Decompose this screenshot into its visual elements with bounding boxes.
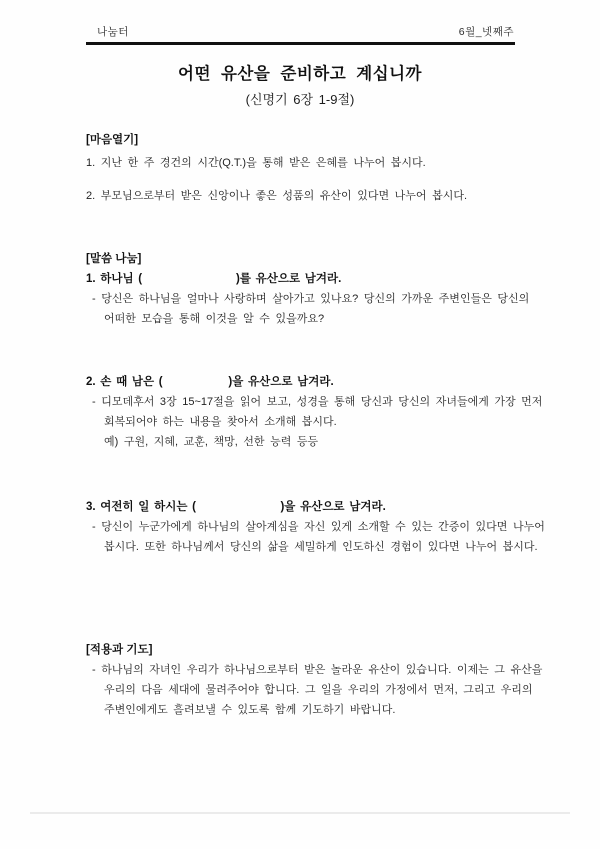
word-q2-line-1: - 디모데후서 3장 15~17절을 읽어 보고, 성경을 통해 당신과 당신의 자녀들에게 가장 먼저 bbox=[92, 396, 543, 408]
header-rule bbox=[86, 42, 515, 45]
page-subtitle: (신명기 6장 1-9절) bbox=[245, 92, 355, 107]
word-q1-line-1: - 당신은 하나님을 얼마나 사랑하며 살아가고 있나요? 당신의 가까운 주변인들은 당신의 bbox=[92, 293, 530, 305]
section-word-heading-block bbox=[86, 249, 546, 269]
word-q3-line-1: - 당신이 누군가에게 하나님의 살아계심을 자신 있게 소개할 수 있는 간증이 있다면 나누어 bbox=[92, 521, 545, 533]
word-q3-statement: 3. 여전히 일 하시는 ( )을 유산으로 남겨라. bbox=[86, 501, 386, 513]
word-question-2 bbox=[86, 372, 546, 452]
word-q1-line-2: 어떠한 모습을 통해 이것을 알 수 있을까요? bbox=[104, 313, 325, 325]
header-right-label: 6월_넷째주 bbox=[458, 26, 514, 38]
section-apply-heading: [적용과 기도] bbox=[86, 644, 153, 656]
section-word-heading: [말씀 나눔] bbox=[86, 253, 142, 265]
section-opening bbox=[86, 130, 546, 206]
word-q2-line-2: 회복되어야 하는 내용을 찾아서 소개해 봅시다. bbox=[104, 416, 337, 428]
word-q3-line-2: 봅시다. 또한 하나님께서 당신의 삶을 세밀하게 인도하신 경험이 있다면 나누어 봅시다. bbox=[104, 541, 538, 553]
page-title: 어떤 유산을 준비하고 계십니까 bbox=[178, 65, 422, 83]
word-q2-example: 예) 구원, 지혜, 교훈, 책망, 선한 능력 등등 bbox=[104, 436, 319, 448]
footer-rule bbox=[30, 812, 570, 814]
word-question-1 bbox=[86, 269, 546, 329]
apply-line-2: 우리의 다음 세대에 물려주어야 합니다. 그 일을 우리의 가정에서 먼저, 그리고 우리의 bbox=[104, 684, 533, 696]
apply-line-3: 주변인에게도 흘려보낼 수 있도록 함께 기도하기 바랍니다. bbox=[104, 704, 396, 716]
word-q2-statement: 2. 손 때 남은 ( )을 유산으로 남겨라. bbox=[86, 376, 334, 388]
section-opening-heading: [마음열기] bbox=[86, 134, 139, 146]
apply-line-1: - 하나님의 자녀인 우리가 하나님으로부터 받은 놀라운 유산이 있습니다. 이제는 그 유산을 bbox=[92, 664, 543, 676]
section-apply bbox=[86, 640, 546, 720]
opening-item-1: 1. 지난 한 주 경건의 시간(Q.T.)을 통해 받은 은혜를 나누어 봅시다. bbox=[86, 157, 426, 169]
header-left-label: 나눔터 bbox=[97, 26, 129, 38]
word-q1-statement: 1. 하나님 ( )를 유산으로 남겨라. bbox=[86, 273, 342, 285]
opening-item-2: 2. 부모님으로부터 받은 신앙이나 좋은 성품의 유산이 있다면 나누어 봅시다. bbox=[86, 190, 468, 202]
word-question-3 bbox=[86, 497, 546, 557]
